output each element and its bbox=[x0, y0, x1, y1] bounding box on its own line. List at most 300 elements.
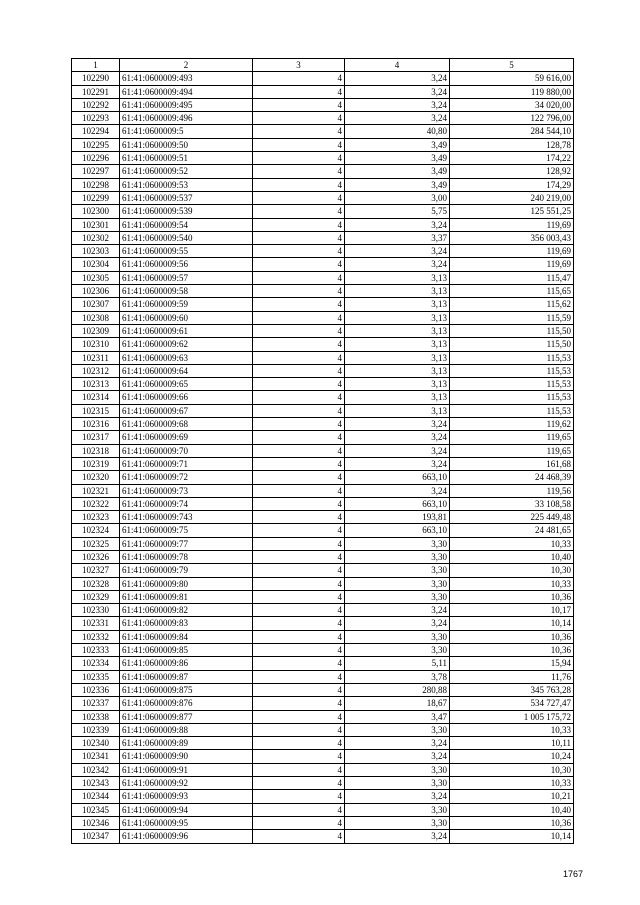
table-cell: 61:41:0600009:75 bbox=[120, 524, 253, 537]
table-cell: 119,65 bbox=[450, 444, 574, 457]
table-cell: 115,50 bbox=[450, 324, 574, 337]
table-row bbox=[72, 152, 574, 165]
table-cell: 102332 bbox=[72, 630, 120, 643]
table-row bbox=[72, 537, 574, 550]
table-cell: 102322 bbox=[72, 497, 120, 510]
table-cell: 4 bbox=[253, 218, 345, 231]
table-row bbox=[72, 351, 574, 364]
table-cell: 4 bbox=[253, 763, 345, 776]
table-cell: 115,53 bbox=[450, 378, 574, 391]
table-cell: 3,24 bbox=[345, 112, 450, 125]
table-cell: 102335 bbox=[72, 670, 120, 683]
table-cell: 15,94 bbox=[450, 657, 574, 670]
table-cell: 3,24 bbox=[345, 98, 450, 111]
table-cell: 161,68 bbox=[450, 457, 574, 470]
table-cell: 61:41:0600009:94 bbox=[120, 803, 253, 816]
table-cell: 3,13 bbox=[345, 351, 450, 364]
table-cell: 119,69 bbox=[450, 245, 574, 258]
table-cell: 61:41:0600009:67 bbox=[120, 404, 253, 417]
table-cell: 4 bbox=[253, 338, 345, 351]
table-cell: 3,24 bbox=[345, 418, 450, 431]
table-cell: 61:41:0600009:63 bbox=[120, 351, 253, 364]
table-cell: 4 bbox=[253, 670, 345, 683]
table-cell: 61:41:0600009:537 bbox=[120, 191, 253, 204]
table-row bbox=[72, 404, 574, 417]
table-cell: 102316 bbox=[72, 418, 120, 431]
table-cell: 3,30 bbox=[345, 590, 450, 603]
table-cell: 102324 bbox=[72, 524, 120, 537]
table-row bbox=[72, 205, 574, 218]
table-cell: 280,88 bbox=[345, 683, 450, 696]
table-row bbox=[72, 803, 574, 816]
table-cell: 61:41:0600009:5 bbox=[120, 125, 253, 138]
table-cell: 125 551,25 bbox=[450, 205, 574, 218]
table-cell: 61:41:0600009:87 bbox=[120, 670, 253, 683]
table-cell: 356 003,43 bbox=[450, 231, 574, 244]
table-cell: 61:41:0600009:88 bbox=[120, 723, 253, 736]
table-cell: 4 bbox=[253, 311, 345, 324]
table-cell: 10,11 bbox=[450, 737, 574, 750]
table-cell: 61:41:0600009:60 bbox=[120, 311, 253, 324]
table-cell: 3,30 bbox=[345, 630, 450, 643]
table-cell: 663,10 bbox=[345, 524, 450, 537]
table-row bbox=[72, 218, 574, 231]
table-cell: 3,24 bbox=[345, 245, 450, 258]
table-cell: 102338 bbox=[72, 710, 120, 723]
table-cell: 102313 bbox=[72, 378, 120, 391]
table-cell: 61:41:0600009:84 bbox=[120, 630, 253, 643]
table-cell: 122 796,00 bbox=[450, 112, 574, 125]
table-cell: 61:41:0600009:83 bbox=[120, 617, 253, 630]
table-cell: 4 bbox=[253, 378, 345, 391]
table-cell: 61:41:0600009:70 bbox=[120, 444, 253, 457]
table-cell: 3,24 bbox=[345, 750, 450, 763]
table-cell: 61:41:0600009:69 bbox=[120, 431, 253, 444]
table-cell: 61:41:0600009:495 bbox=[120, 98, 253, 111]
table-cell: 3,47 bbox=[345, 710, 450, 723]
table-cell: 102295 bbox=[72, 138, 120, 151]
table-row bbox=[72, 683, 574, 696]
table-cell: 3,13 bbox=[345, 338, 450, 351]
table-cell: 61:41:0600009:92 bbox=[120, 777, 253, 790]
table-cell: 4 bbox=[253, 710, 345, 723]
table-cell: 3,00 bbox=[345, 191, 450, 204]
table-cell: 119,62 bbox=[450, 418, 574, 431]
table-cell: 4 bbox=[253, 604, 345, 617]
table-row bbox=[72, 511, 574, 524]
table-cell: 61:41:0600009:51 bbox=[120, 152, 253, 165]
table-cell: 102328 bbox=[72, 577, 120, 590]
table-cell: 3,13 bbox=[345, 271, 450, 284]
table-cell: 102294 bbox=[72, 125, 120, 138]
table-cell: 4 bbox=[253, 630, 345, 643]
table-cell: 4 bbox=[253, 231, 345, 244]
table-cell: 3,30 bbox=[345, 777, 450, 790]
table-cell: 102318 bbox=[72, 444, 120, 457]
table-cell: 4 bbox=[253, 816, 345, 829]
table-cell: 102317 bbox=[72, 431, 120, 444]
table-row bbox=[72, 816, 574, 829]
table-cell: 34 020,00 bbox=[450, 98, 574, 111]
table-cell: 102343 bbox=[72, 777, 120, 790]
table-cell: 4 bbox=[253, 537, 345, 550]
table-row bbox=[72, 497, 574, 510]
table-cell: 102296 bbox=[72, 152, 120, 165]
table-cell: 102300 bbox=[72, 205, 120, 218]
table-cell: 102305 bbox=[72, 271, 120, 284]
table-cell: 5,11 bbox=[345, 657, 450, 670]
table-row bbox=[72, 737, 574, 750]
table-cell: 61:41:0600009:96 bbox=[120, 830, 253, 843]
table-row bbox=[72, 564, 574, 577]
table-cell: 102310 bbox=[72, 338, 120, 351]
table-cell: 102320 bbox=[72, 471, 120, 484]
table-cell: 4 bbox=[253, 418, 345, 431]
table-cell: 10,40 bbox=[450, 550, 574, 563]
table-cell: 61:41:0600009:58 bbox=[120, 285, 253, 298]
table-cell: 61:41:0600009:86 bbox=[120, 657, 253, 670]
table-cell: 10,14 bbox=[450, 617, 574, 630]
table-cell: 4 bbox=[253, 511, 345, 524]
table-cell: 4 bbox=[253, 830, 345, 843]
table-cell: 102344 bbox=[72, 790, 120, 803]
table-row bbox=[72, 125, 574, 138]
table-cell: 4 bbox=[253, 85, 345, 98]
table-row bbox=[72, 471, 574, 484]
table-row bbox=[72, 258, 574, 271]
table-cell: 102307 bbox=[72, 298, 120, 311]
table-cell: 4 bbox=[253, 165, 345, 178]
table-cell: 3,24 bbox=[345, 737, 450, 750]
table-cell: 663,10 bbox=[345, 471, 450, 484]
table-cell: 102314 bbox=[72, 391, 120, 404]
table-cell: 4 bbox=[253, 98, 345, 111]
table-cell: 61:41:0600009:80 bbox=[120, 577, 253, 590]
table-cell: 61:41:0600009:56 bbox=[120, 258, 253, 271]
table-row bbox=[72, 644, 574, 657]
table-cell: 61:41:0600009:72 bbox=[120, 471, 253, 484]
table-cell: 4 bbox=[253, 777, 345, 790]
table-cell: 61:41:0600009:50 bbox=[120, 138, 253, 151]
table-cell: 102337 bbox=[72, 697, 120, 710]
table-cell: 61:41:0600009:82 bbox=[120, 604, 253, 617]
table-cell: 11,76 bbox=[450, 670, 574, 683]
table-cell: 61:41:0600009:539 bbox=[120, 205, 253, 218]
table-cell: 102323 bbox=[72, 511, 120, 524]
table-body bbox=[72, 72, 574, 843]
table-cell: 61:41:0600009:54 bbox=[120, 218, 253, 231]
table-cell: 119,65 bbox=[450, 431, 574, 444]
table-cell: 61:41:0600009:90 bbox=[120, 750, 253, 763]
table-row bbox=[72, 324, 574, 337]
table-cell: 3,24 bbox=[345, 617, 450, 630]
table-cell: 4 bbox=[253, 391, 345, 404]
table-cell: 61:41:0600009:91 bbox=[120, 763, 253, 776]
table-cell: 4 bbox=[253, 178, 345, 191]
table-cell: 61:41:0600009:493 bbox=[120, 72, 253, 85]
table-cell: 115,47 bbox=[450, 271, 574, 284]
table-cell: 3,30 bbox=[345, 816, 450, 829]
table-cell: 115,53 bbox=[450, 404, 574, 417]
table-cell: 102290 bbox=[72, 72, 120, 85]
table-row bbox=[72, 577, 574, 590]
table-row bbox=[72, 72, 574, 85]
table-cell: 3,24 bbox=[345, 604, 450, 617]
table-cell: 4 bbox=[253, 72, 345, 85]
table-cell: 4 bbox=[253, 205, 345, 218]
table-cell: 61:41:0600009:78 bbox=[120, 550, 253, 563]
table-row bbox=[72, 723, 574, 736]
table-cell: 3,24 bbox=[345, 431, 450, 444]
table-cell: 3,24 bbox=[345, 258, 450, 271]
table-cell: 10,36 bbox=[450, 816, 574, 829]
table-cell: 61:41:0600009:95 bbox=[120, 816, 253, 829]
table-cell: 102327 bbox=[72, 564, 120, 577]
table-cell: 102292 bbox=[72, 98, 120, 111]
table-cell: 4 bbox=[253, 457, 345, 470]
table-cell: 3,24 bbox=[345, 790, 450, 803]
table-cell: 4 bbox=[253, 324, 345, 337]
table-cell: 102291 bbox=[72, 85, 120, 98]
table-row bbox=[72, 364, 574, 377]
table-cell: 115,50 bbox=[450, 338, 574, 351]
table-row bbox=[72, 830, 574, 843]
table-cell: 10,36 bbox=[450, 644, 574, 657]
table-row bbox=[72, 550, 574, 563]
table-cell: 4 bbox=[253, 564, 345, 577]
table-cell: 4 bbox=[253, 152, 345, 165]
table-cell: 61:41:0600009:65 bbox=[120, 378, 253, 391]
table-cell: 102340 bbox=[72, 737, 120, 750]
table-cell: 61:41:0600009:79 bbox=[120, 564, 253, 577]
table-cell: 3,78 bbox=[345, 670, 450, 683]
table-cell: 3,13 bbox=[345, 391, 450, 404]
table-cell: 225 449,48 bbox=[450, 511, 574, 524]
table-cell: 3,24 bbox=[345, 444, 450, 457]
table-row bbox=[72, 311, 574, 324]
table-cell: 115,59 bbox=[450, 311, 574, 324]
table-cell: 10,33 bbox=[450, 537, 574, 550]
table-cell: 3,24 bbox=[345, 457, 450, 470]
table-cell: 4 bbox=[253, 125, 345, 138]
table-cell: 115,53 bbox=[450, 391, 574, 404]
table-cell: 4 bbox=[253, 271, 345, 284]
table-cell: 4 bbox=[253, 683, 345, 696]
table-cell: 4 bbox=[253, 351, 345, 364]
table-cell: 128,78 bbox=[450, 138, 574, 151]
table-cell: 3,30 bbox=[345, 644, 450, 657]
table-cell: 4 bbox=[253, 737, 345, 750]
table-cell: 119 880,00 bbox=[450, 85, 574, 98]
table-cell: 102326 bbox=[72, 550, 120, 563]
table-cell: 102319 bbox=[72, 457, 120, 470]
table-cell: 40,80 bbox=[345, 125, 450, 138]
table-row bbox=[72, 697, 574, 710]
table-cell: 4 bbox=[253, 697, 345, 710]
table-cell: 61:41:0600009:59 bbox=[120, 298, 253, 311]
table-cell: 61:41:0600009:93 bbox=[120, 790, 253, 803]
table-row bbox=[72, 298, 574, 311]
table-cell: 102297 bbox=[72, 165, 120, 178]
table-cell: 24 481,65 bbox=[450, 524, 574, 537]
table-row bbox=[72, 617, 574, 630]
table-cell: 24 468,39 bbox=[450, 471, 574, 484]
table-row bbox=[72, 418, 574, 431]
table-row bbox=[72, 112, 574, 125]
header-row bbox=[72, 59, 574, 72]
table-cell: 3,49 bbox=[345, 138, 450, 151]
table-cell: 3,30 bbox=[345, 763, 450, 776]
table-cell: 102342 bbox=[72, 763, 120, 776]
table-cell: 61:41:0600009:64 bbox=[120, 364, 253, 377]
table-row bbox=[72, 457, 574, 470]
table-cell: 3,24 bbox=[345, 72, 450, 85]
table-cell: 119,69 bbox=[450, 258, 574, 271]
table-cell: 102339 bbox=[72, 723, 120, 736]
table-cell: 10,14 bbox=[450, 830, 574, 843]
table-cell: 10,33 bbox=[450, 723, 574, 736]
table-cell: 102293 bbox=[72, 112, 120, 125]
table-cell: 4 bbox=[253, 245, 345, 258]
table-cell: 240 219,00 bbox=[450, 191, 574, 204]
table-row bbox=[72, 271, 574, 284]
table-row bbox=[72, 431, 574, 444]
column-header: 5 bbox=[450, 59, 574, 72]
table-cell: 4 bbox=[253, 617, 345, 630]
table-cell: 119,69 bbox=[450, 218, 574, 231]
table-cell: 3,13 bbox=[345, 311, 450, 324]
table-cell: 102309 bbox=[72, 324, 120, 337]
table-cell: 102325 bbox=[72, 537, 120, 550]
table-cell: 3,24 bbox=[345, 484, 450, 497]
table-cell: 61:41:0600009:876 bbox=[120, 697, 253, 710]
table-cell: 102298 bbox=[72, 178, 120, 191]
table-cell: 10,24 bbox=[450, 750, 574, 763]
table-cell: 102308 bbox=[72, 311, 120, 324]
table-cell: 61:41:0600009:540 bbox=[120, 231, 253, 244]
table-cell: 4 bbox=[253, 404, 345, 417]
table-row bbox=[72, 285, 574, 298]
table-cell: 3,30 bbox=[345, 550, 450, 563]
table-cell: 102299 bbox=[72, 191, 120, 204]
table-cell: 61:41:0600009:55 bbox=[120, 245, 253, 258]
table-row bbox=[72, 178, 574, 191]
table-cell: 3,13 bbox=[345, 285, 450, 298]
table-cell: 3,49 bbox=[345, 165, 450, 178]
table-cell: 10,36 bbox=[450, 590, 574, 603]
table-cell: 4 bbox=[253, 191, 345, 204]
table-cell: 102306 bbox=[72, 285, 120, 298]
table-cell: 61:41:0600009:81 bbox=[120, 590, 253, 603]
table-cell: 3,24 bbox=[345, 85, 450, 98]
table-cell: 3,24 bbox=[345, 218, 450, 231]
table-cell: 4 bbox=[253, 524, 345, 537]
table-cell: 4 bbox=[253, 750, 345, 763]
table-cell: 3,49 bbox=[345, 152, 450, 165]
table-cell: 61:41:0600009:61 bbox=[120, 324, 253, 337]
table-cell: 61:41:0600009:89 bbox=[120, 737, 253, 750]
table-cell: 102304 bbox=[72, 258, 120, 271]
table-cell: 102330 bbox=[72, 604, 120, 617]
table-cell: 534 727,47 bbox=[450, 697, 574, 710]
table-cell: 4 bbox=[253, 138, 345, 151]
table-cell: 59 616,00 bbox=[450, 72, 574, 85]
table-cell: 115,62 bbox=[450, 298, 574, 311]
table-cell: 10,17 bbox=[450, 604, 574, 617]
table-cell: 4 bbox=[253, 112, 345, 125]
table-cell: 4 bbox=[253, 790, 345, 803]
table-cell: 102303 bbox=[72, 245, 120, 258]
table-cell: 4 bbox=[253, 431, 345, 444]
table-cell: 102302 bbox=[72, 231, 120, 244]
table-cell: 4 bbox=[253, 657, 345, 670]
table-cell: 102345 bbox=[72, 803, 120, 816]
table-row bbox=[72, 338, 574, 351]
table-row bbox=[72, 231, 574, 244]
table-cell: 102321 bbox=[72, 484, 120, 497]
table-cell: 3,13 bbox=[345, 324, 450, 337]
table-cell: 4 bbox=[253, 723, 345, 736]
table-cell: 4 bbox=[253, 364, 345, 377]
table-row bbox=[72, 138, 574, 151]
table-cell: 61:41:0600009:66 bbox=[120, 391, 253, 404]
table-row bbox=[72, 484, 574, 497]
table-row bbox=[72, 165, 574, 178]
table-row bbox=[72, 444, 574, 457]
table-cell: 3,30 bbox=[345, 537, 450, 550]
table-cell: 10,21 bbox=[450, 790, 574, 803]
table-cell: 4 bbox=[253, 285, 345, 298]
table-cell: 1 005 175,72 bbox=[450, 710, 574, 723]
table-cell: 115,65 bbox=[450, 285, 574, 298]
table-cell: 5,75 bbox=[345, 205, 450, 218]
table-cell: 3,49 bbox=[345, 178, 450, 191]
table-cell: 3,30 bbox=[345, 723, 450, 736]
table-cell: 3,37 bbox=[345, 231, 450, 244]
table-row bbox=[72, 657, 574, 670]
table-row bbox=[72, 777, 574, 790]
table-cell: 61:41:0600009:494 bbox=[120, 85, 253, 98]
table-cell: 10,30 bbox=[450, 763, 574, 776]
table-cell: 61:41:0600009:52 bbox=[120, 165, 253, 178]
table-row bbox=[72, 378, 574, 391]
table-row bbox=[72, 790, 574, 803]
table-cell: 102346 bbox=[72, 816, 120, 829]
table-row bbox=[72, 710, 574, 723]
table-cell: 4 bbox=[253, 644, 345, 657]
table-cell: 102331 bbox=[72, 617, 120, 630]
table-cell: 61:41:0600009:877 bbox=[120, 710, 253, 723]
table-cell: 102315 bbox=[72, 404, 120, 417]
table-cell: 61:41:0600009:53 bbox=[120, 178, 253, 191]
table-row bbox=[72, 98, 574, 111]
table-cell: 4 bbox=[253, 298, 345, 311]
column-header: 2 bbox=[120, 59, 253, 72]
table-cell: 4 bbox=[253, 471, 345, 484]
table-cell: 10,30 bbox=[450, 564, 574, 577]
table-cell: 128,92 bbox=[450, 165, 574, 178]
table-cell: 3,24 bbox=[345, 830, 450, 843]
table-cell: 61:41:0600009:743 bbox=[120, 511, 253, 524]
table-cell: 61:41:0600009:77 bbox=[120, 537, 253, 550]
table-cell: 174,29 bbox=[450, 178, 574, 191]
column-header: 1 bbox=[72, 59, 120, 72]
table-cell: 61:41:0600009:68 bbox=[120, 418, 253, 431]
table-row bbox=[72, 191, 574, 204]
table-cell: 4 bbox=[253, 258, 345, 271]
table-row bbox=[72, 245, 574, 258]
table-row bbox=[72, 670, 574, 683]
